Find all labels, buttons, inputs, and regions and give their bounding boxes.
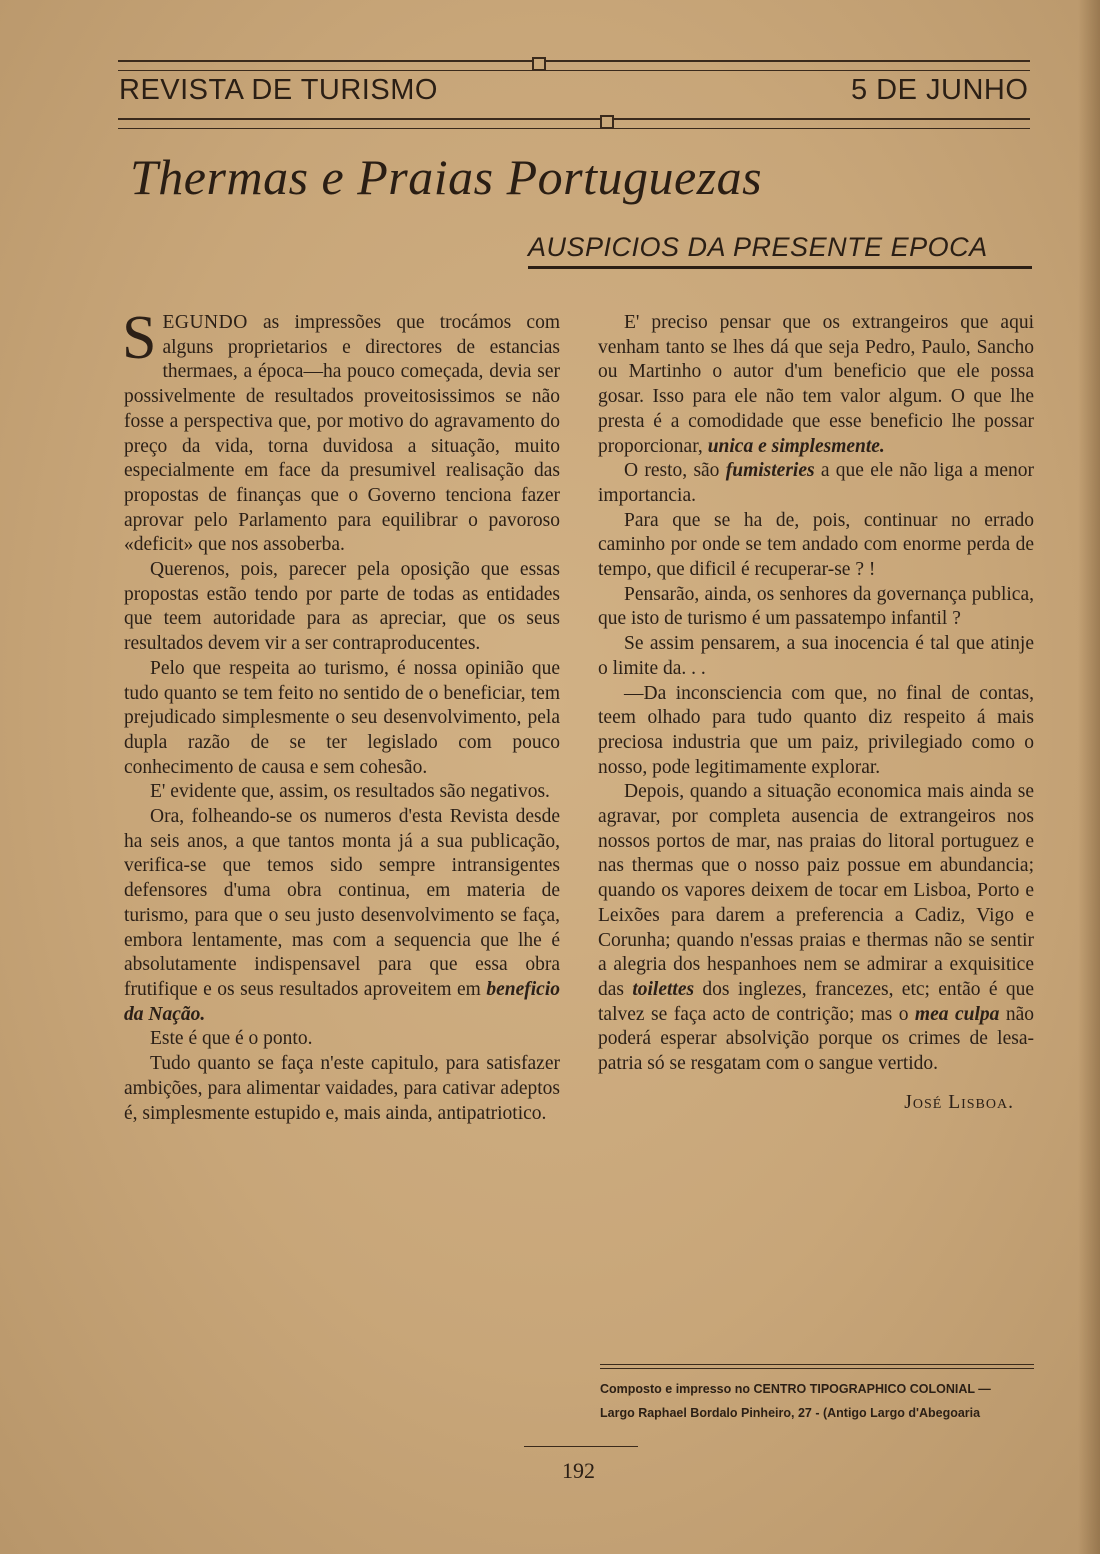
- paragraph-text: não poderá esperar absolvição porque os crimes de lesa-patria só se resgatam com o sangue vertido.: [598, 1003, 1034, 1075]
- subtitle-rule: [528, 266, 1032, 269]
- paragraph: Querenos, pois, parecer pela oposição que essas propostas estão tendo por parte de todas as entidades que teem autoridade para as apreciar, que os seus resultados devem vir a ser contraproducentes.: [124, 559, 560, 655]
- emphasis: toilettes: [632, 978, 695, 1000]
- paragraph: E' evidente que, assim, os resultados são negativos.: [150, 781, 550, 803]
- imprint-line-1: Composto e impresso no CENTRO TIPOGRAPHICO COLONIAL —: [600, 1382, 991, 1396]
- paragraph: Se assim pensarem, a sua inocencia é tal que atinje o limite da. . .: [598, 633, 1034, 679]
- paragraph: [124, 805, 560, 1027]
- header-rule-bottom: [118, 118, 1030, 129]
- page-number: 192: [562, 1458, 595, 1483]
- paragraph-text: O resto, são: [624, 460, 726, 482]
- paragraph: Pelo que respeita ao turismo, é nossa opinião que tudo quanto se tem feito no sentido de o beneficiar, tem prejudicado simplesmente o seu desenvolvimento, pela dupla razão de se ter legislado com pouco conhecimento de causa e sem cohesão.: [124, 657, 560, 778]
- page-number-rule: [524, 1446, 638, 1447]
- paragraph: [598, 459, 1034, 508]
- paragraph-text: Ora, folheando-se os numeros d'esta Revista desde ha seis anos, a que tantos monta já a sua publicação, verifica-se que temos sido sempre intransigentes defensores d'uma obra continua, em materia de turismo, para que o seu justo desenvolvimento se faça, embora lentamente, mas com a sequencia que lhe é absolutamente indispensavel para que essa obra frutifique e os seus resultados aproveitem em: [124, 806, 560, 1000]
- paragraph: [122, 304, 560, 558]
- paragraph: Tudo quanto se faça n'este capitulo, para satisfazer ambições, para alimentar vaidades, para cativar adeptos é, simplesmente estupido e, mais ainda, antipatriotico.: [124, 1053, 560, 1124]
- paragraph: —Da inconsciencia com que, no final de contas, teem olhado para tudo quanto diz respeito á mais preciosa industria que um paiz, privilegiado como o nosso, pode legitimamente explorar.: [598, 682, 1034, 778]
- emphasis: beneficio da Nação.: [124, 978, 560, 1025]
- paragraph-text: a que ele não liga a menor importancia.: [598, 460, 1035, 506]
- paragraph: Para que se ha de, pois, continuar no errado caminho por onde se tem andado com enorme perda de tempo, que dificil é recuperar-se ? !: [598, 509, 1034, 581]
- article-title: Thermas e Praias Portuguezas: [130, 149, 763, 205]
- imprint-rule-top: [600, 1364, 1034, 1365]
- issue-date: 5 DE JUNHO: [851, 74, 1029, 106]
- header-rule-top: [118, 60, 1030, 71]
- magazine-name: REVISTA DE TURISMO: [119, 74, 438, 106]
- paragraph-text: E' preciso pensar que os extrangeiros que aqui venham tanto se lhes dá que seja Pedro, Paulo, Sancho ou Martinho o autor d'um beneficio que ele possa gosar. Isso para ele não tem valor algum. O que lhe presta é a comodidade que esse beneficio lhe possar proporcionar,: [598, 312, 1034, 457]
- imprint-rule-bottom: [600, 1368, 1034, 1369]
- drop-cap: S: [122, 304, 157, 372]
- lead-word: EGUNDO: [162, 312, 248, 333]
- emphasis: mea culpa: [914, 1003, 1000, 1025]
- square-ornament-bottom: [600, 115, 614, 129]
- emphasis: fumisteries: [725, 460, 815, 482]
- emphasis: unica e simplesmente.: [707, 435, 885, 457]
- paragraph-text: dos inglezes, francezes, etc; então é que talvez se faça acto de contrição; mas o: [598, 978, 1034, 1025]
- author-signature: José Lisboa.: [904, 1091, 1014, 1113]
- imprint-line-2: Largo Raphael Bordalo Pinheiro, 27 - (Antigo Largo d'Abegoaria: [600, 1406, 981, 1420]
- paragraph-text: Depois, quando a situação economica mais ainda se agravar, por completa ausencia de extrangeiros nos nossos portos de mar, nas praias do litoral portuguez e nas thermas que o nosso paiz possue em abundancia; quando os vapores deixem de tocar em Lisboa, Porto e Leixões para darem a preferencia a Cadiz, Vigo e Corunha; quando n'essas praias e thermas não se sentir a alegria dos hespanhoes nem se admirar a exquisitice das: [598, 781, 1034, 1000]
- right-column: [598, 311, 1034, 1116]
- paragraph: [598, 780, 1034, 1076]
- paragraph: Pensarão, ainda, os senhores da governança publica, que isto de turismo é um passatempo infantil ?: [598, 583, 1034, 630]
- square-ornament-top: [532, 57, 546, 71]
- paragraph-text: as impressões que trocámos com alguns proprietarios e directores de estancias thermaes, a época—ha pouco começada, devia ser possivelmente de resultados proveitosissimos se não fosse a perspectiva que, por motivo do agravamento do preço da vida, torna duvidosa a situação, muito especialmente em face da presumivel realisação das propostas de finanças que o Governo tenciona fazer aprovar pelo Parlamento para equilibrar o pavoroso «deficit» que nos assoberba.: [124, 312, 560, 556]
- article-subtitle: AUSPICIOS DA PRESENTE EPOCA: [528, 232, 988, 262]
- paragraph: [598, 311, 1034, 459]
- left-column: [122, 304, 560, 1126]
- page-edge-shadow: [1078, 0, 1100, 1554]
- paragraph: Este é que é o ponto.: [150, 1028, 313, 1050]
